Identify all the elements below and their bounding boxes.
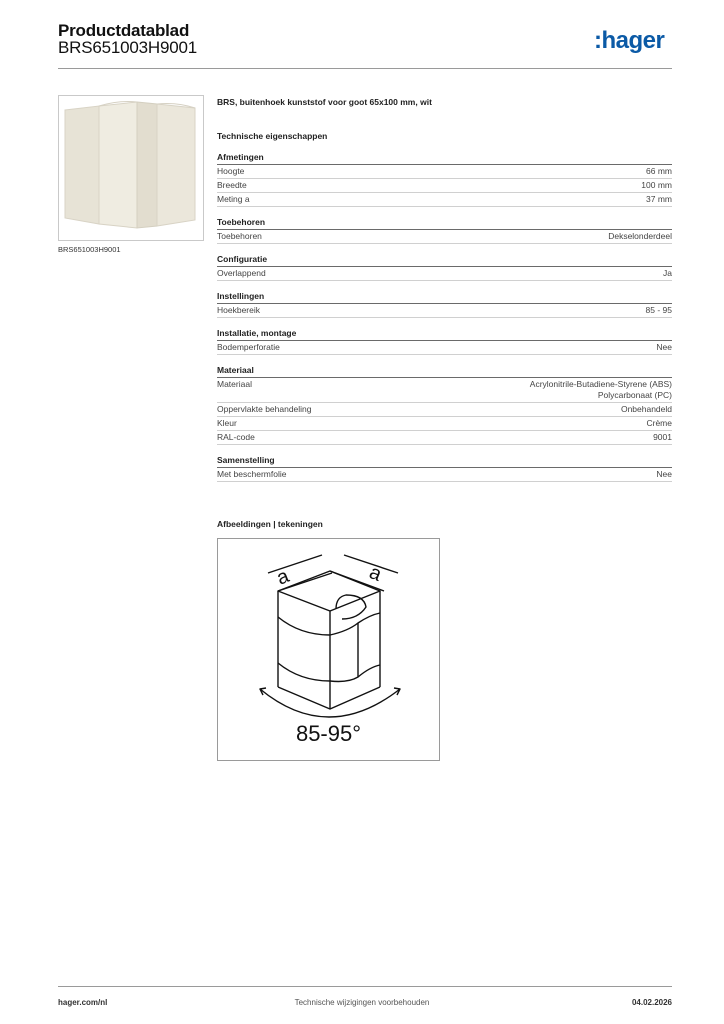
spec-row <box>217 403 672 417</box>
spec-row <box>217 431 672 445</box>
section-heading: Samenstelling <box>217 455 672 468</box>
spec-value: 66 mm <box>646 166 672 176</box>
spec-value: Onbehandeld <box>620 404 672 414</box>
spec-row <box>217 165 672 179</box>
spec-row <box>217 378 672 403</box>
product-description: BRS, buitenhoek kunststof voor goot 65x100 mm, wit <box>217 97 432 107</box>
spec-label: Oppervlakte behandeling <box>217 404 312 414</box>
spec-value: 9001 <box>653 432 672 442</box>
section-heading: Afmetingen <box>217 152 672 165</box>
spec-section-installatie <box>217 328 672 355</box>
hager-logo: :hager <box>594 27 665 54</box>
spec-row <box>217 417 672 431</box>
spec-row <box>217 468 672 482</box>
spec-value: Dekselonderdeel <box>608 231 672 241</box>
spec-section-toebehoren <box>217 217 672 244</box>
section-heading: Configuratie <box>217 254 672 267</box>
spec-value: Acrylonitrile-Butadiene-Styrene (ABS) Polycarbonaat (PC) <box>529 379 672 400</box>
spec-label: Bodemperforatie <box>217 342 280 352</box>
technical-drawing <box>217 538 440 761</box>
footer-date: 04.02.2026 <box>631 998 672 1007</box>
spec-value: Crème <box>646 418 672 428</box>
spec-section-materiaal <box>217 365 672 445</box>
product-code: BRS651003H9001 <box>58 38 197 57</box>
spec-label: Meting a <box>217 194 250 204</box>
spec-label: Overlappend <box>217 268 266 278</box>
spec-row <box>217 267 672 281</box>
spec-row <box>217 341 672 355</box>
spec-label: Met beschermfolie <box>217 469 287 479</box>
spec-row <box>217 193 672 207</box>
spec-section-afmetingen <box>217 152 672 207</box>
dimension-a-left: a <box>273 565 293 590</box>
spec-label: Hoekbereik <box>217 305 260 315</box>
section-heading: Toebehoren <box>217 217 672 230</box>
footer-divider <box>58 986 672 987</box>
spec-row <box>217 304 672 318</box>
spec-section-configuratie <box>217 254 672 281</box>
spec-label: Hoogte <box>217 166 245 176</box>
spec-section-samenstelling <box>217 455 672 482</box>
footer-notice: Technische wijzigingen voorbehouden <box>294 998 430 1007</box>
spec-value: Ja <box>663 268 672 278</box>
spec-label: Kleur <box>217 418 237 428</box>
image-caption: BRS651003H9001 <box>58 245 121 254</box>
drawings-heading: Afbeeldingen | tekeningen <box>217 519 323 529</box>
page-title: Productdatablad <box>58 21 190 40</box>
header-divider <box>58 68 672 69</box>
section-heading: Installatie, montage <box>217 328 672 341</box>
angle-range-label: 85-95° <box>295 721 362 746</box>
spec-value: Nee <box>656 469 672 479</box>
technical-properties-heading: Technische eigenschappen <box>217 131 328 141</box>
spec-label: Toebehoren <box>217 231 262 241</box>
spec-row <box>217 179 672 193</box>
section-heading: Instellingen <box>217 291 672 304</box>
corner-product-image <box>59 96 203 240</box>
dimension-a-right: a <box>366 561 385 586</box>
spec-label: Breedte <box>217 180 247 190</box>
product-photo <box>58 95 204 241</box>
spec-label: Materiaal <box>217 379 252 389</box>
spec-value: Nee <box>656 342 672 352</box>
spec-value: 37 mm <box>646 194 672 204</box>
footer-website: hager.com/nl <box>58 998 108 1007</box>
spec-section-instellingen <box>217 291 672 318</box>
spec-value: 85 - 95 <box>645 305 672 315</box>
spec-value: 100 mm <box>641 180 672 190</box>
spec-label: RAL-code <box>217 432 255 442</box>
spec-row <box>217 230 672 244</box>
specifications-table <box>217 152 672 492</box>
section-heading: Materiaal <box>217 365 672 378</box>
